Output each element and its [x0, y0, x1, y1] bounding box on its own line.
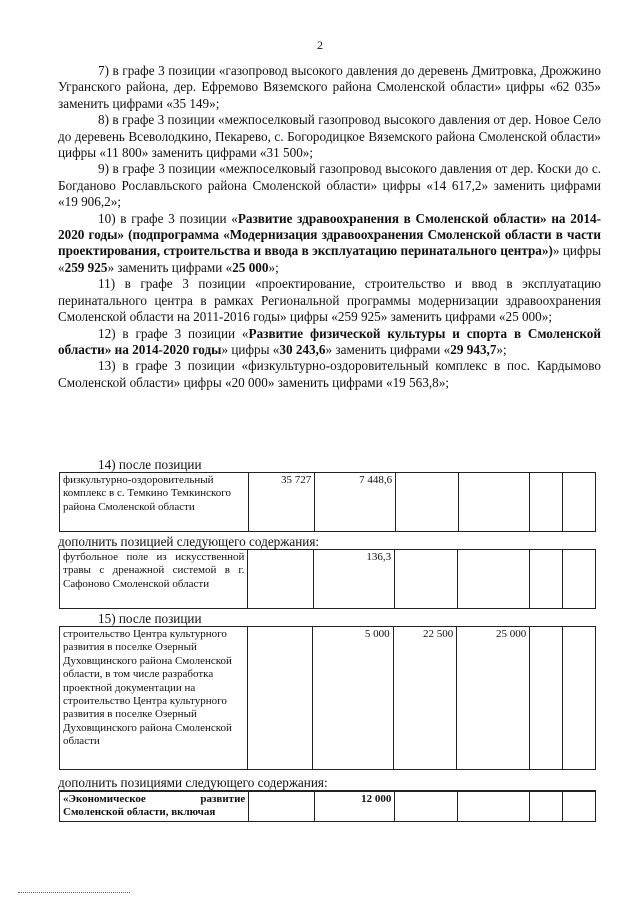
cell-col2	[248, 627, 313, 770]
item-10-mid: » цифры «	[58, 243, 601, 275]
cell-col5	[458, 791, 530, 821]
item-12-program: Развитие физической культуры и спорта в Смоленской области» на 2014-2020 годы	[58, 325, 601, 357]
cell-col7	[563, 627, 596, 770]
table-row	[60, 550, 596, 609]
cell-col6	[530, 473, 563, 532]
table-position-ozerny	[59, 626, 596, 770]
cell-col7	[563, 473, 596, 532]
footer-rule	[18, 892, 130, 893]
item-10	[58, 211, 601, 277]
table-position-temkino	[59, 472, 596, 532]
item-13: 13) в графе 3 позиции «физкультурно-оздоровительный комплекс в пос. Кардымово Смоленской области» цифры «20 000» заменить цифрами «19 563,8»;	[58, 358, 601, 390]
item-10-post: »;	[268, 259, 279, 275]
table-row	[60, 473, 596, 532]
cell-name: строительство Центра культурного развития в поселке Озерный Духовщинского района Смоленской области, в том числе разработка проектной документации на строительство Центра культурного развития в поселке Озерный Духовщинского района Смоленской области	[60, 627, 248, 770]
item-10-mid2: » заменить цифрами «	[107, 259, 233, 275]
cell-name: «Экономическое развитие Смоленской области, включая	[60, 791, 249, 821]
cell-col4	[395, 550, 458, 609]
cell-col3: 7 448,6	[315, 473, 396, 532]
table-position-economic	[59, 790, 596, 822]
item-11: 11) в графе 3 позиции «проектирование, строительство и ввод в эксплуатацию перинатального центра в рамках Региональной программы модернизации здравоохранения Смоленской области на 2011-2016 годы» цифры «259 925» заменить цифрами «25 000»;	[58, 276, 601, 325]
item-10-old-value: 259 925	[64, 259, 108, 275]
item-10-pre: 10) в графе 3 позиции «	[98, 210, 238, 226]
cell-col6	[529, 550, 562, 609]
document-body	[58, 63, 601, 391]
item-12-old-value: 30 243,6	[279, 341, 326, 357]
item-10-new-value: 25 000	[232, 259, 269, 275]
cell-col2: 35 727	[248, 473, 314, 532]
item-8: 8) в графе 3 позиции «межпоселковый газопровод высокого давления от дер. Новое Село до деревень Всеволодкино, Пекарево, с. Богородицкое Вяземского района Смоленской области» цифры «11 800» заменить цифрами «31 500»;	[58, 112, 601, 161]
cell-col3: 136,3	[313, 550, 394, 609]
cell-col4	[395, 791, 458, 821]
item-12-new-value: 29 943,7	[450, 341, 497, 357]
item-12-mid: » цифры «	[221, 341, 280, 357]
page-number: 2	[317, 38, 323, 52]
cell-col3: 12 000	[314, 791, 395, 821]
cell-col7	[562, 550, 595, 609]
item-12-mid2: » заменить цифрами «	[325, 341, 451, 357]
cell-col6	[530, 627, 563, 770]
supplement-1-label: дополнить позицией следующего содержания:	[58, 534, 320, 549]
item-12-post: »;	[496, 341, 507, 357]
item-15-label: 15) после позиции	[98, 611, 202, 626]
item-12	[58, 326, 601, 359]
cell-col4: 22 500	[393, 627, 457, 770]
item-12-pre: 12) в графе 3 позиции «	[98, 325, 249, 341]
cell-col2	[248, 550, 314, 609]
cell-col5: 25 000	[457, 627, 530, 770]
item-9: 9) в графе 3 позиции «межпоселковый газопровод высокого давления от дер. Коски до с. Богданово Рославльского района Смоленской области» цифры «14 617,2» заменить цифрами «19 906,2»;	[58, 161, 601, 210]
supplement-2-label: дополнить позициями следующего содержания:	[58, 775, 328, 790]
cell-col2	[249, 791, 314, 821]
item-7: 7) в графе 3 позиции «газопровод высокого давления до деревень Дмитровка, Дрожжино Угранского района, дер. Ефремово Вяземского района Смоленской области» цифры «62 035» заменить цифрами «35 149»;	[58, 63, 601, 111]
cell-col3: 5 000	[313, 627, 393, 770]
table-row	[60, 791, 596, 821]
cell-name: физкультурно-оздоровительный комплекс в с. Темкино Темкинского района Смоленской области	[60, 473, 249, 532]
cell-col5	[457, 550, 529, 609]
item-10-program: Развитие здравоохранения в Смоленской области» на 2014-2020 годы» (подпрограмма «Модернизация здравоохранения Смоленской области в части проектирования, строительства и ввода в эксплуатацию перинатального центра»)	[58, 210, 601, 259]
table-position-safonovo	[59, 549, 596, 609]
cell-col4	[396, 473, 458, 532]
cell-col7	[562, 791, 595, 821]
table-row	[60, 627, 596, 770]
cell-col5	[458, 473, 530, 532]
cell-col6	[530, 791, 563, 821]
item-14-label: 14) после позиции	[98, 457, 202, 472]
cell-name: футбольное поле из искусственной травы с дренажной системой в г. Сафоново Смоленской области	[60, 550, 248, 609]
